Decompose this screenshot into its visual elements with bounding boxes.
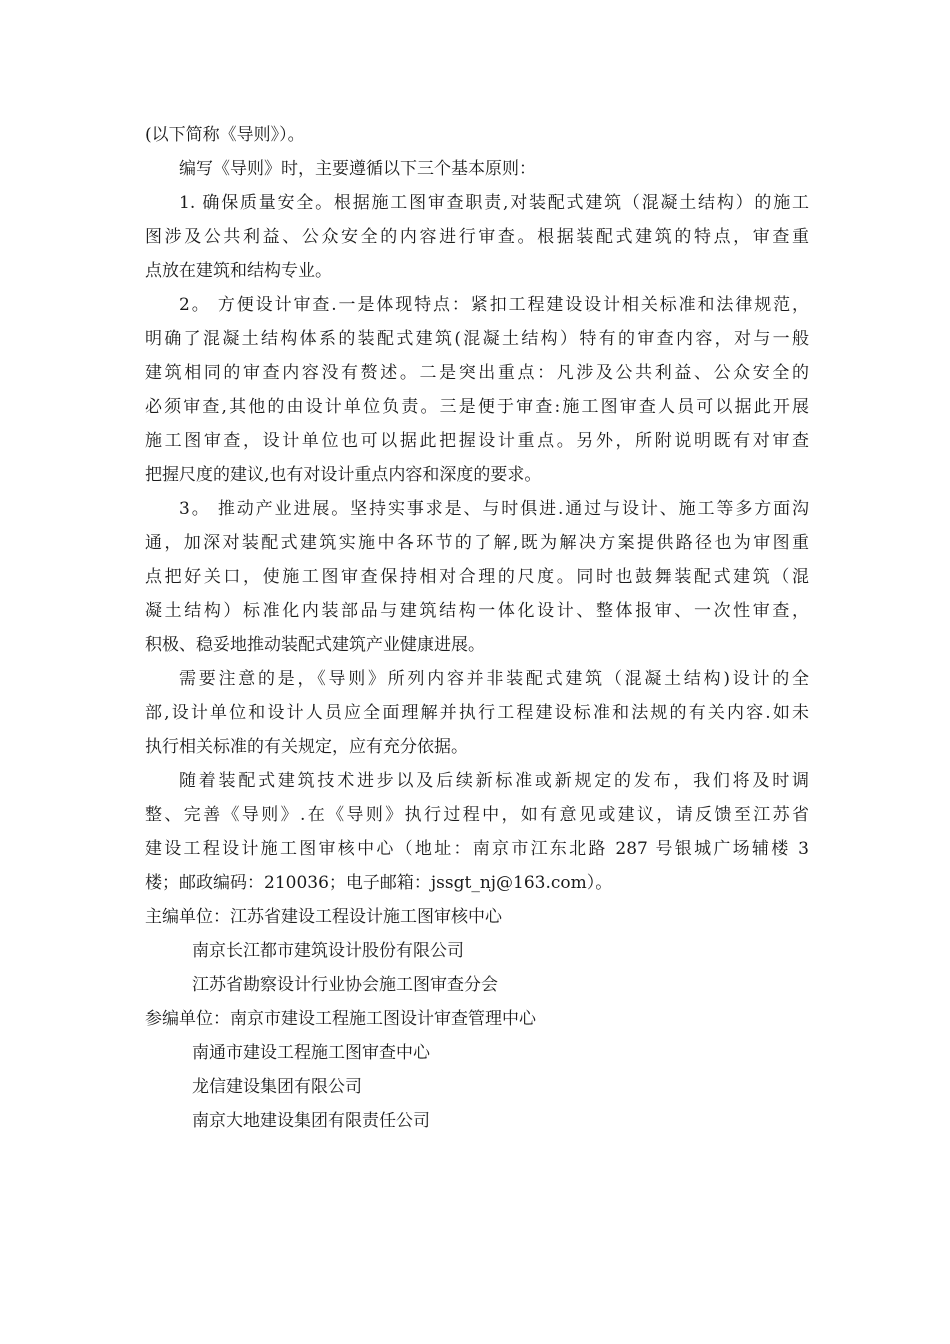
text-line: 通，加深对装配式建筑实施中各环节的了解,既为解决方案提供路径也为审图重 (145, 533, 809, 553)
text-line: 点放在建筑和结构专业。 (145, 261, 332, 281)
text-line: 执行相关标准的有关规定，应有充分依据。 (145, 737, 468, 757)
text-line: 建设工程设计施工图审核中心（地址：南京市江东北路 287 号银城广场辅楼 3 (145, 839, 809, 859)
text-line: 3。 推动产业进展。坚持实事求是、与时俱进.通过与设计、施工等多方面沟 (179, 499, 809, 519)
text-line: 图涉及公共利益、公众安全的内容进行审查。根据装配式建筑的特点，审查重 (145, 227, 809, 247)
text-line: 整、完善《导则》.在《导则》执行过程中，如有意见或建议，请反馈至江苏省 (145, 805, 809, 825)
text-line: 主编单位：江苏省建设工程设计施工图审核中心 (145, 907, 502, 927)
text-line: 参编单位：南京市建设工程施工图设计审查管理中心 (145, 1009, 536, 1029)
text-line: 南京大地建设集团有限责任公司 (192, 1111, 430, 1131)
text-line: 积极、稳妥地推动装配式建筑产业健康进展。 (145, 635, 485, 655)
text-line: 点把好关口，使施工图审查保持相对合理的尺度。同时也鼓舞装配式建筑（混 (145, 567, 809, 587)
text-line: 南通市建设工程施工图审查中心 (192, 1043, 430, 1063)
text-line: 随着装配式建筑技术进步以及后续新标准或新规定的发布，我们将及时调 (179, 771, 809, 791)
text-line: 楼；邮政编码：210036；电子邮箱：jssgt_nj@163.com）。 (145, 873, 613, 893)
text-line: 2。 方便设计审查.一是体现特点：紧扣工程建设设计相关标准和法律规范， (179, 295, 809, 315)
text-line: 江苏省勘察设计行业协会施工图审查分会 (192, 975, 498, 995)
text-line: 部,设计单位和设计人员应全面理解并执行工程建设标准和法规的有关内容.如未 (145, 703, 809, 723)
text-line: 编写《导则》时，主要遵循以下三个基本原则： (179, 159, 536, 179)
document-body (145, 118, 809, 1138)
text-line: 龙信建设集团有限公司 (192, 1077, 362, 1097)
text-line: 南京长江都市建筑设计股份有限公司 (192, 941, 464, 961)
text-line: 必须审查,其他的由设计单位负责。三是便于审查:施工图审查人员可以据此开展 (145, 397, 809, 417)
text-line: (以下简称《导则》）。 (145, 125, 305, 145)
text-line: 把握尺度的建议,也有对设计重点内容和深度的要求。 (145, 465, 542, 485)
text-line: 建筑相同的审查内容没有赘述。二是突出重点：凡涉及公共利益、公众安全的 (145, 363, 809, 383)
text-line: 凝土结构）标准化内装部品与建筑结构一体化设计、整体报审、一次性审查， (145, 601, 809, 621)
text-line: 需要注意的是，《导则》所列内容并非装配式建筑（混凝土结构)设计的全 (179, 669, 809, 689)
text-line: 施工图审查，设计单位也可以据此把握设计重点。另外，所附说明既有对审查 (145, 431, 809, 451)
text-line: 1. 确保质量安全。根据施工图审查职责,对装配式建筑（混凝土结构）的施工 (179, 193, 809, 213)
text-line: 明确了混凝土结构体系的装配式建筑(混凝土结构）特有的审查内容，对与一般 (145, 329, 809, 349)
